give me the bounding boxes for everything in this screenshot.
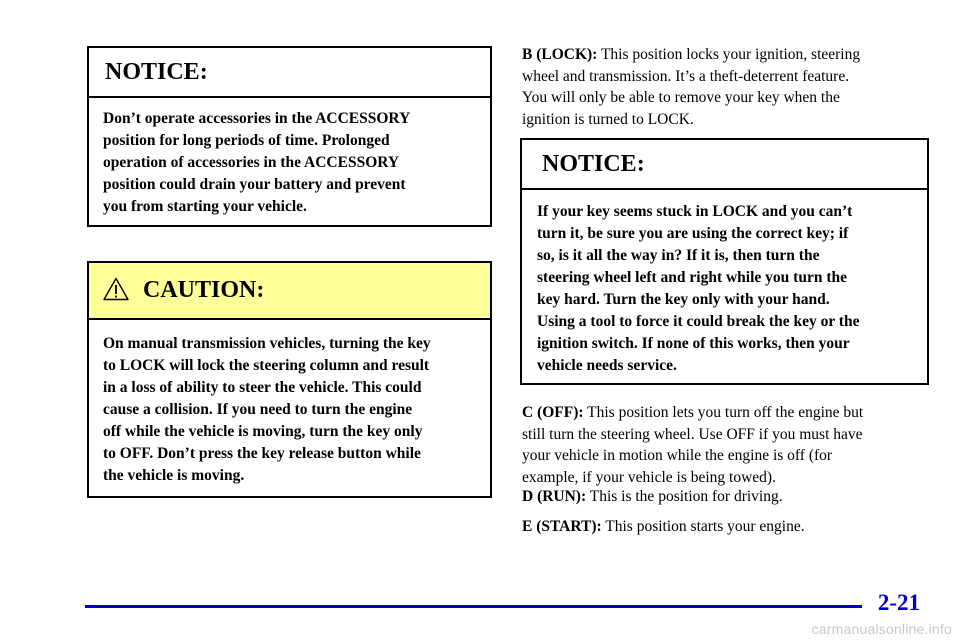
footer-rule	[85, 605, 862, 608]
caution-line: in a loss of ability to steer the vehicle. This could	[103, 379, 422, 396]
notice-line: you from starting your vehicle.	[103, 198, 307, 215]
notice-body	[522, 190, 927, 377]
caution-line: On manual transmission vehicles, turning the key	[103, 335, 431, 352]
lock-label: B (LOCK):	[522, 46, 598, 63]
notice-line: Using a tool to force it could break the key or the	[537, 313, 860, 330]
caution-line: to OFF. Don’t press the key release button while	[103, 445, 421, 462]
notice-line: key hard. Turn the key only with your hand.	[537, 291, 830, 308]
notice-line: vehicle needs service.	[537, 357, 677, 374]
off-position-paragraph	[522, 402, 932, 488]
notice-line: turn it, be sure you are using the correct key; if	[537, 225, 849, 242]
notice-body	[89, 98, 490, 218]
off-label: C (OFF):	[522, 404, 584, 421]
notice-line: position for long periods of time. Prolonged	[103, 132, 390, 149]
warning-triangle-icon	[103, 277, 129, 301]
notice-box-accessory	[87, 46, 492, 227]
caution-box	[87, 261, 492, 498]
off-line: still turn the steering wheel. Use OFF if you must have	[522, 425, 863, 443]
notice-line: If your key seems stuck in LOCK and you can’t	[537, 203, 853, 220]
caution-line: the vehicle is moving.	[103, 467, 245, 484]
lock-position-paragraph	[522, 44, 932, 130]
off-line: This position lets you turn off the engine but	[583, 404, 864, 421]
caution-title: CAUTION:	[143, 277, 265, 303]
lock-line: ignition is turned to LOCK.	[522, 110, 694, 128]
start-position-paragraph	[522, 516, 932, 538]
run-label: D (RUN):	[522, 488, 587, 505]
notice-line: steering wheel left and right while you turn the	[537, 269, 847, 286]
caution-header	[89, 263, 490, 320]
watermark: carmanualsonline.info	[811, 621, 952, 637]
notice-line: position could drain your battery and prevent	[103, 176, 406, 193]
start-label: E (START):	[522, 518, 602, 535]
run-position-paragraph	[522, 486, 932, 508]
caution-line: off while the vehicle is moving, turn the key only	[103, 423, 423, 440]
notice-line: ignition switch. If none of this works, then your	[537, 335, 850, 352]
notice-box-stuck-key	[520, 138, 929, 385]
notice-title: NOTICE:	[89, 48, 490, 98]
notice-title: NOTICE:	[522, 140, 927, 190]
lock-line: This position locks your ignition, steering	[597, 46, 861, 63]
caution-line: cause a collision. If you need to turn the engine	[103, 401, 413, 418]
notice-line: so, is it all the way in? If it is, then turn the	[537, 247, 820, 264]
notice-line: Don’t operate accessories in the ACCESSORY	[103, 110, 411, 127]
start-text: This position starts your engine.	[601, 518, 805, 535]
notice-line: operation of accessories in the ACCESSORY	[103, 154, 400, 171]
off-line: example, if your vehicle is being towed).	[522, 468, 776, 486]
lock-line: You will only be able to remove your key when the	[522, 89, 840, 106]
run-text: This is the position for driving.	[586, 488, 783, 505]
off-line: your vehicle in motion while the engine is off (for	[522, 447, 833, 464]
caution-body	[89, 320, 490, 487]
caution-line: to LOCK will lock the steering column and result	[103, 357, 430, 374]
lock-line: wheel and transmission. It’s a theft-deterrent feature.	[522, 67, 850, 85]
page-number: 2-21	[877, 590, 920, 615]
